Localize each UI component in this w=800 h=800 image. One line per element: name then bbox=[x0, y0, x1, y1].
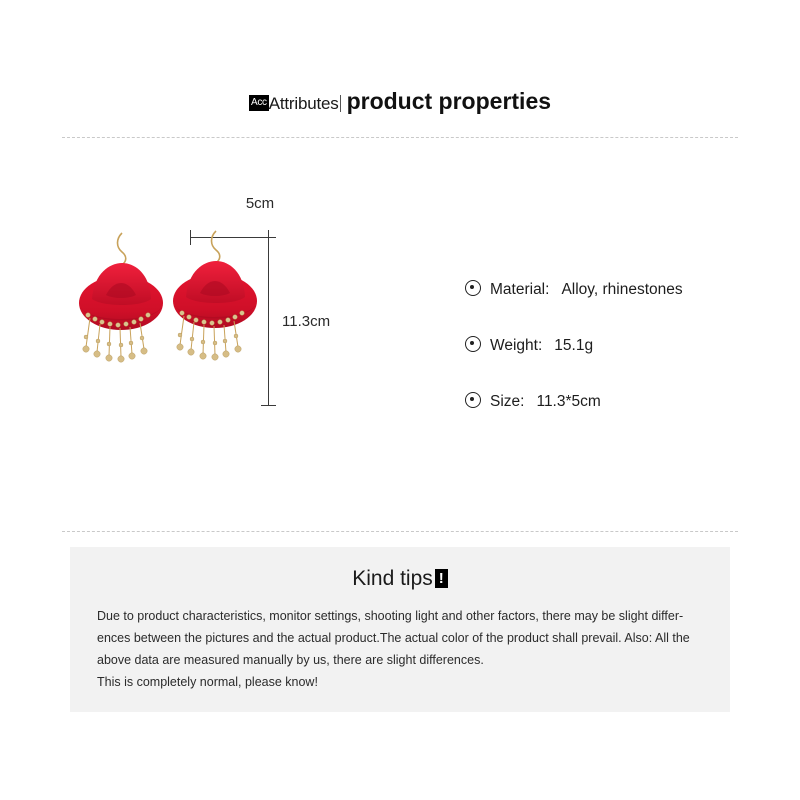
height-dimension-label: 11.3cm bbox=[282, 313, 331, 330]
spec-value-weight: 15.1g bbox=[554, 337, 594, 354]
bullet-icon bbox=[465, 280, 481, 296]
exclamation-badge: ! bbox=[435, 569, 448, 588]
kind-tips-title: Kind tips bbox=[352, 567, 433, 590]
spec-row-material bbox=[465, 278, 765, 299]
earring-left bbox=[79, 233, 163, 362]
kind-tips-body bbox=[97, 605, 703, 693]
bullet-icon bbox=[465, 336, 481, 352]
kind-tips-panel bbox=[70, 547, 730, 712]
spec-label-size: Size: bbox=[490, 393, 525, 410]
header-divider-bar bbox=[340, 95, 341, 112]
kind-tips-line-3: above data are measured manually by us, there are slight differences. bbox=[97, 653, 484, 667]
kind-tips-line-4: This is completely normal, please know! bbox=[97, 675, 318, 689]
spec-row-weight bbox=[465, 334, 765, 355]
divider-top bbox=[62, 137, 738, 138]
spec-value-material: Alloy, rhinestones bbox=[561, 281, 683, 298]
bullet-icon bbox=[465, 392, 481, 408]
spec-label-material: Material: bbox=[490, 281, 550, 298]
earring-right bbox=[173, 231, 257, 360]
attributes-label: Attributes bbox=[268, 94, 339, 113]
page-title: product properties bbox=[346, 88, 552, 114]
kind-tips-line-1: Due to product characteristics, monitor settings, shooting light and other factors, there may be slight differ- bbox=[97, 609, 684, 623]
specs-list bbox=[465, 278, 765, 446]
spec-value-size: 11.3*5cm bbox=[536, 393, 601, 410]
kind-tips-line-2: ences between the pictures and the actual product.The actual color of the product shall prevail. Also: All the bbox=[97, 631, 690, 645]
product-image-section bbox=[70, 195, 400, 445]
page-header bbox=[0, 88, 800, 115]
acc-badge: Acc bbox=[249, 95, 269, 111]
earring-product-image bbox=[70, 225, 290, 440]
spec-label-weight: Weight: bbox=[490, 337, 543, 354]
divider-bottom bbox=[62, 531, 738, 532]
kind-tips-title-row bbox=[70, 547, 730, 591]
spec-row-size bbox=[465, 390, 765, 411]
width-dimension-label: 5cm bbox=[245, 195, 275, 212]
